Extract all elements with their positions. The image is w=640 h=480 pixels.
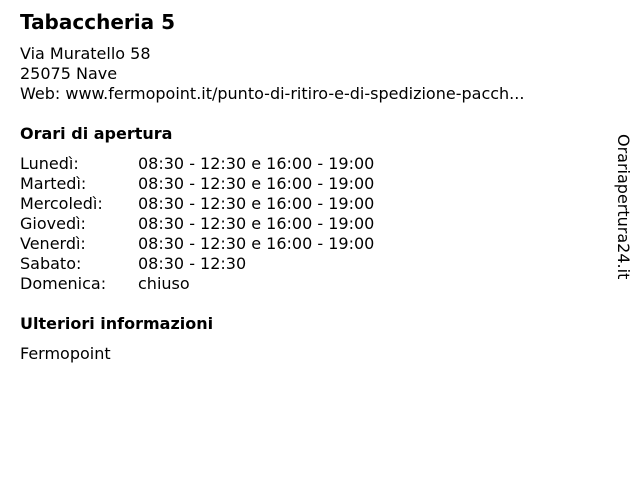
hours-time: 08:30 - 12:30 e 16:00 - 19:00 (138, 234, 375, 253)
hours-time: 08:30 - 12:30 e 16:00 - 19:00 (138, 174, 375, 193)
store-city: 25075 Nave (20, 64, 118, 83)
store-street: Via Muratello 58 (20, 44, 151, 63)
hours-time: 08:30 - 12:30 (138, 254, 247, 273)
hours-day: Sabato: (20, 254, 82, 273)
hours-time: 08:30 - 12:30 e 16:00 - 19:00 (138, 194, 375, 213)
further-info-heading: Ulteriori informazioni (20, 314, 214, 333)
hours-day: Giovedì: (20, 214, 86, 233)
hours-day: Mercoledì: (20, 194, 103, 213)
store-web[interactable]: Web: www.fermopoint.it/punto-di-ritiro-e-di-spedizione-pacch... (20, 84, 525, 103)
hours-time: 08:30 - 12:30 e 16:00 - 19:00 (138, 154, 375, 173)
watermark-text: Orariapertura24.it (614, 134, 633, 280)
site-watermark (612, 134, 634, 310)
hours-day: Martedì: (20, 174, 87, 193)
opening-hours-heading: Orari di apertura (20, 124, 173, 143)
store-address (20, 44, 524, 104)
further-info-text: Fermopoint (20, 344, 111, 363)
hours-day: Lunedì: (20, 154, 79, 173)
store-title: Tabaccheria 5 (20, 10, 175, 34)
hours-time: 08:30 - 12:30 e 16:00 - 19:00 (138, 214, 375, 233)
hours-time: chiuso (138, 274, 190, 293)
hours-day: Domenica: (20, 274, 107, 293)
hours-day: Venerdì: (20, 234, 86, 253)
